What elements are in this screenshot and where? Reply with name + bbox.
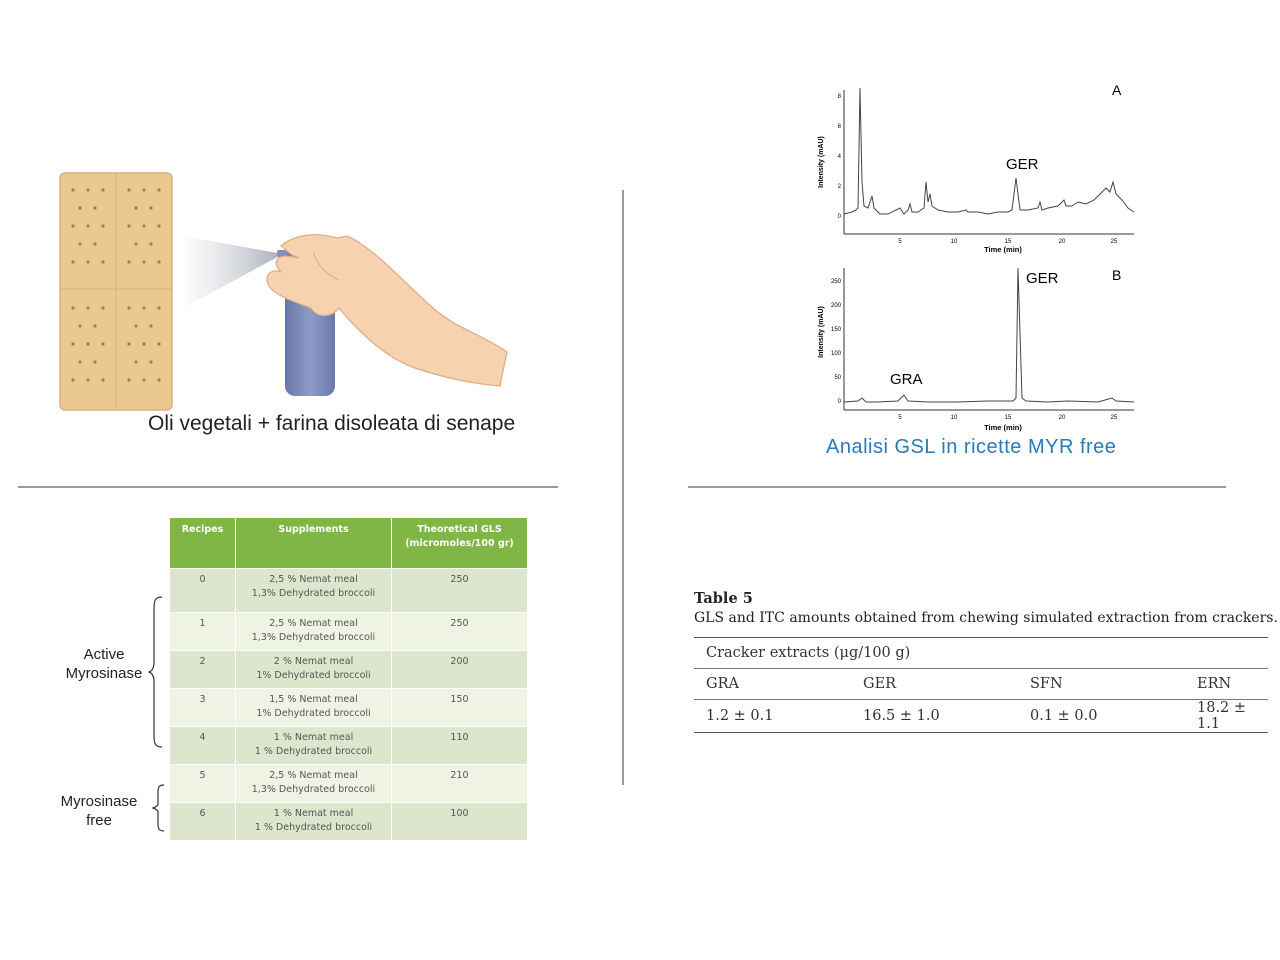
y-tick-label: 100 [830, 351, 841, 357]
chromatogram-a-trace [844, 88, 1134, 214]
table-row [170, 726, 528, 764]
recipe-number: 6 [170, 802, 236, 840]
table5-group-header: Cracker extracts (μg/100 g) [694, 638, 1268, 669]
header-theoretical-gls-line1: Theoretical GLS [417, 524, 502, 535]
table-row [170, 650, 528, 688]
y-tick-label: 50 [834, 375, 841, 381]
y-tick-label: 6 [837, 124, 841, 130]
table5-group-header-row [694, 638, 1268, 669]
recipe-number: 1 [170, 612, 236, 650]
myrosinase-free-bracket [152, 784, 166, 832]
theoretical-gls-value: 110 [392, 726, 528, 764]
x-tick-label: 25 [1110, 415, 1118, 421]
active-myrosinase-label [56, 645, 152, 683]
supplement-broccoli: 1,3% Dehydrated broccoli [251, 784, 376, 795]
table5-col-sfn: SFN [1018, 669, 1185, 700]
spray-mist [183, 236, 283, 308]
supplement-broccoli: 1 % Dehydrated broccoli [254, 746, 373, 757]
gra-peak-label: GRA [890, 371, 923, 388]
left-horizontal-divider [18, 486, 558, 488]
theoretical-gls-value: 100 [392, 802, 528, 840]
theoretical-gls-value: 250 [392, 612, 528, 650]
illustration-caption: Oli vegetali + farina disoleata di senape [148, 412, 516, 435]
y-tick-label: 0 [837, 214, 841, 220]
panel-letter-b: B [1112, 267, 1122, 283]
recipe-number: 4 [170, 726, 236, 764]
y-axis-label: Intensity (mAU) [818, 306, 825, 358]
table-row [170, 688, 528, 726]
supplements-cell [236, 568, 392, 612]
chromatogram-b-trace [844, 268, 1134, 402]
x-tick-label: 20 [1058, 239, 1066, 245]
table5-col-gra: GRA [694, 669, 851, 700]
table5-value-ern: 18.2 ± 1.1 [1185, 700, 1268, 733]
x-tick-label: 25 [1110, 239, 1118, 245]
header-supplements: Supplements [236, 518, 392, 568]
recipes-table [170, 518, 528, 840]
x-axis-label: Time (min) [984, 423, 1022, 432]
cracker-spray-illustration [55, 168, 515, 418]
header-recipes: Recipes [170, 518, 236, 568]
supplement-broccoli: 1% Dehydrated broccoli [256, 708, 371, 719]
recipe-number: 5 [170, 764, 236, 802]
x-tick-label: 20 [1058, 415, 1066, 421]
table-row [170, 802, 528, 840]
y-tick-label: 0 [837, 399, 841, 405]
x-tick-label: 15 [1004, 239, 1012, 245]
table5 [694, 637, 1268, 733]
supplements-cell [236, 726, 392, 764]
recipe-number: 0 [170, 568, 236, 612]
y-tick-label: 8 [837, 94, 841, 100]
x-tick-label: 10 [950, 239, 958, 245]
y-tick-label: 250 [830, 279, 841, 285]
chromatogram-a [808, 82, 1138, 257]
table5-values-row [694, 700, 1268, 733]
recipes-table-header-row [170, 518, 528, 568]
supplement-broccoli: 1,3% Dehydrated broccoli [251, 632, 376, 643]
supplement-nemat: 2,5 % Nemat meal [269, 770, 358, 781]
x-tick-label: 5 [898, 239, 902, 245]
table5-caption: GLS and ITC amounts obtained from chewing simulated extraction from crackers. [694, 610, 1278, 626]
table-row [170, 612, 528, 650]
supplement-broccoli: 1 % Dehydrated broccoli [254, 822, 373, 833]
recipe-number: 3 [170, 688, 236, 726]
theoretical-gls-value: 210 [392, 764, 528, 802]
active-myrosinase-label-line2: Myrosinase [65, 665, 143, 682]
chromatogram-b [808, 262, 1138, 437]
theoretical-gls-value: 150 [392, 688, 528, 726]
y-tick-label: 4 [837, 154, 841, 160]
table5-title: Table 5 [694, 590, 753, 607]
table5-value-sfn: 0.1 ± 0.0 [1018, 700, 1185, 733]
table5-column-header-row [694, 669, 1268, 700]
table5-value-gra: 1.2 ± 0.1 [694, 700, 851, 733]
myrosinase-free-label-line2: free [86, 812, 112, 829]
x-tick-label: 15 [1004, 415, 1012, 421]
myrosinase-free-label [50, 792, 148, 830]
supplement-nemat: 2,5 % Nemat meal [269, 618, 358, 629]
supplement-nemat: 2 % Nemat meal [273, 656, 354, 667]
chromatogram-caption: Analisi GSL in ricette MYR free [826, 436, 1117, 458]
header-theoretical-gls-line2: (micromoles/100 gr) [405, 538, 514, 549]
ger-peak-label: GER [1006, 156, 1039, 173]
x-tick-label: 5 [898, 415, 902, 421]
table5-col-ern: ERN [1185, 669, 1268, 700]
supplements-cell [236, 688, 392, 726]
y-tick-label: 150 [830, 327, 841, 333]
supplement-nemat: 1 % Nemat meal [273, 808, 354, 819]
supplement-nemat: 2,5 % Nemat meal [269, 574, 358, 585]
supplements-cell [236, 612, 392, 650]
table5-col-ger: GER [851, 669, 1018, 700]
ger-peak-label: GER [1026, 270, 1059, 287]
theoretical-gls-value: 200 [392, 650, 528, 688]
vertical-divider [622, 190, 624, 785]
panel-letter-a: A [1112, 82, 1122, 98]
x-tick-label: 10 [950, 415, 958, 421]
right-horizontal-divider [688, 486, 1226, 488]
y-tick-label: 2 [837, 184, 841, 190]
theoretical-gls-value: 250 [392, 568, 528, 612]
table-row [170, 764, 528, 802]
supplements-cell [236, 764, 392, 802]
x-axis-label: Time (min) [984, 245, 1022, 254]
cracker-image [60, 173, 172, 410]
supplements-cell [236, 802, 392, 840]
y-axis-label: Intensity (mAU) [818, 136, 825, 188]
supplements-cell [236, 650, 392, 688]
table5-value-ger: 16.5 ± 1.0 [851, 700, 1018, 733]
header-theoretical-gls [392, 518, 528, 568]
y-tick-label: 200 [830, 303, 841, 309]
supplement-broccoli: 1,3% Dehydrated broccoli [251, 588, 376, 599]
supplement-broccoli: 1% Dehydrated broccoli [256, 670, 371, 681]
supplement-nemat: 1 % Nemat meal [273, 732, 354, 743]
myrosinase-free-label-line1: Myrosinase [60, 793, 138, 810]
table-row [170, 568, 528, 612]
recipe-number: 2 [170, 650, 236, 688]
supplement-nemat: 1,5 % Nemat meal [269, 694, 358, 705]
active-myrosinase-label-line1: Active [83, 646, 125, 663]
